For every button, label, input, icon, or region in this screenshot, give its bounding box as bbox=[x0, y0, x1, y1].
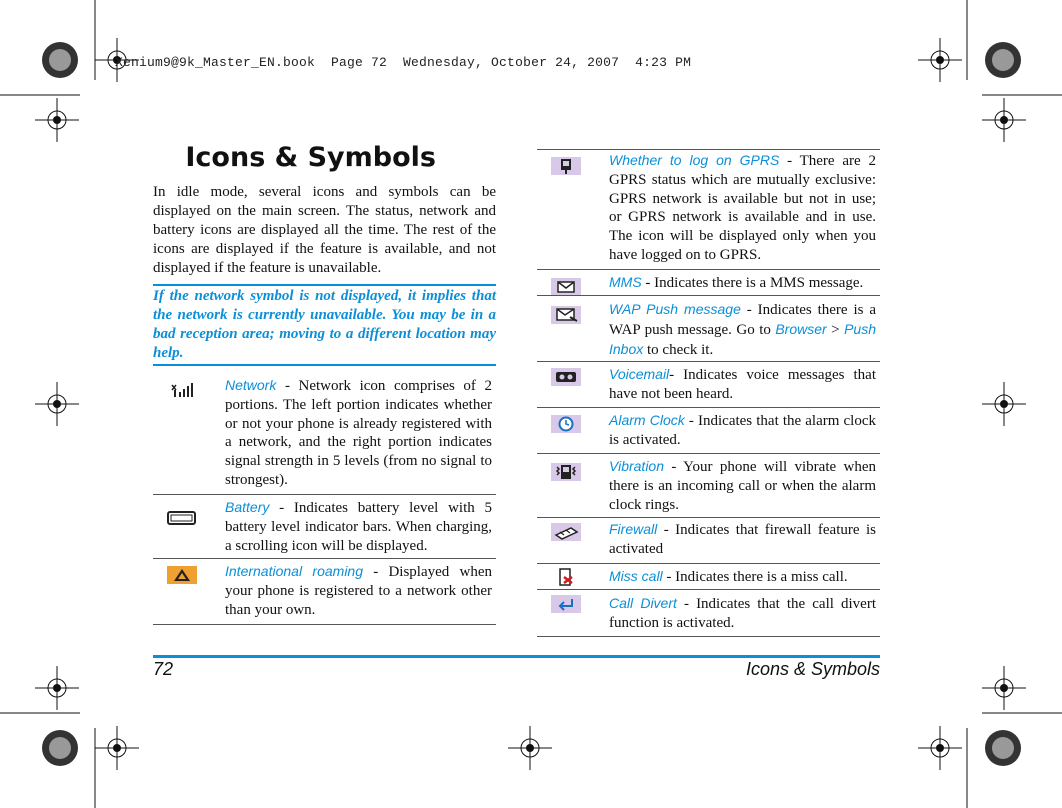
divider bbox=[153, 494, 496, 495]
gprs-description: Whether to log on GPRS - There are 2 GPRS status which are mutually exclusive: GPRS network is available but not in use; or GPRS network is available and in use. The icon will be displayed only when you have logged on to GPRS. bbox=[609, 152, 876, 263]
gprs-icon bbox=[551, 157, 581, 175]
divider bbox=[153, 558, 496, 559]
firewall-icon bbox=[551, 523, 581, 541]
divider bbox=[537, 589, 880, 590]
alarm-description: Alarm Clock - Indicates that the alarm clock is activated. bbox=[609, 412, 876, 448]
browser-link[interactable]: Browser bbox=[775, 320, 827, 337]
network-term: Network bbox=[225, 377, 277, 393]
call-divert-term: Call Divert bbox=[609, 595, 677, 611]
push-inbox-link[interactable]: Push Inbox bbox=[609, 320, 876, 357]
battery-term: Battery bbox=[225, 499, 270, 515]
vibration-description: Vibration - Your phone will vibrate when there is an incoming call or when the alarm clock rings. bbox=[609, 458, 876, 513]
voicemail-description: Voicemail- Indicates voice messages that have not been heard. bbox=[609, 366, 876, 402]
note-divider-bottom bbox=[153, 364, 496, 366]
network-signal-icon bbox=[168, 381, 198, 399]
roaming-description: International roaming - Displayed when your phone is registered to a network other than your own. bbox=[225, 563, 492, 618]
page-number: 72 bbox=[153, 659, 174, 679]
voicemail-term: Voicemail bbox=[609, 366, 670, 382]
call-divert-icon bbox=[551, 595, 581, 613]
alarm-term: Alarm Clock bbox=[609, 412, 685, 428]
missed-call-icon bbox=[551, 568, 581, 586]
divider bbox=[537, 149, 880, 150]
divider bbox=[537, 361, 880, 362]
divider bbox=[537, 407, 880, 408]
roaming-icon bbox=[167, 566, 197, 584]
call-divert-description: Call Divert - Indicates that the call divert function is activated. bbox=[609, 595, 876, 631]
firewall-description: Firewall - Indicates that firewall feature is activated bbox=[609, 521, 876, 557]
note-divider-top bbox=[153, 284, 496, 286]
gprs-term: Whether to log on GPRS bbox=[609, 152, 780, 168]
wap-push-description: WAP Push message - Indicates there is a WAP push message. Go to Browser > Push Inbox to check it. bbox=[609, 301, 876, 358]
mms-icon bbox=[551, 278, 581, 296]
missed-call-description: Miss call - Indicates there is a miss call. bbox=[609, 568, 848, 585]
network-description: Network - Network icon comprises of 2 portions. The left portion indicates whether or not your phone is already registered with a network, and the right portion indicates signal strength in 5 levels (from no signal to strongest). bbox=[225, 377, 492, 488]
divider bbox=[153, 624, 496, 625]
vibration-icon bbox=[551, 463, 581, 481]
page-title: Icons & Symbols bbox=[185, 142, 436, 173]
divider bbox=[537, 295, 880, 296]
battery-description: Battery - Indicates battery level with 5 battery level indicator bars. When charging, a scrolling icon will be displayed. bbox=[225, 499, 492, 554]
divider bbox=[537, 636, 880, 637]
mms-term: MMS bbox=[609, 274, 642, 290]
footer-divider bbox=[153, 655, 880, 658]
divider bbox=[537, 453, 880, 454]
print-header: Xenium9@9k_Master_EN.book Page 72 Wednesday, October 24, 2007 4:23 PM bbox=[115, 55, 692, 70]
alarm-clock-icon bbox=[551, 415, 581, 433]
vibration-term: Vibration bbox=[609, 458, 665, 474]
missed-call-term: Miss call bbox=[609, 568, 663, 584]
divider bbox=[537, 517, 880, 518]
divider bbox=[537, 269, 880, 270]
footer-section-title: Icons & Symbols bbox=[745, 659, 880, 679]
firewall-term: Firewall bbox=[609, 521, 658, 537]
voicemail-icon bbox=[551, 368, 581, 386]
divider bbox=[537, 563, 880, 564]
wap-push-term: WAP Push message bbox=[609, 301, 741, 317]
battery-icon bbox=[167, 509, 197, 527]
mms-description: MMS - Indicates there is a MMS message. bbox=[609, 274, 864, 291]
intro-paragraph: In idle mode, several icons and symbols can be displayed on the main screen. The status, network and battery icons are displayed all the time. The rest of the icons are displayed if the feature is available, and not displayed if the feature is unavailable. bbox=[153, 184, 496, 276]
wap-push-icon bbox=[551, 306, 581, 324]
network-note: If the network symbol is not displayed, it implies that the network is currently unavailable. You may be in a bad reception area; moving to a different location may help. bbox=[153, 288, 496, 361]
roaming-term: International roaming bbox=[225, 563, 363, 579]
